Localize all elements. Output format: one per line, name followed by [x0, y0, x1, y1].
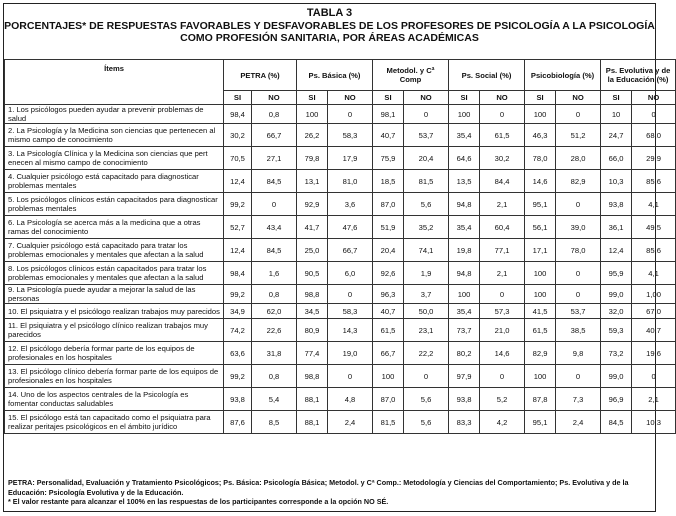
si-value: 100 [373, 365, 404, 388]
no-value: 53,7 [556, 304, 601, 319]
si-value: 80,2 [449, 342, 480, 365]
si-value: 75,9 [373, 147, 404, 170]
no-value: 66,7 [252, 124, 297, 147]
si-value: 52,7 [224, 216, 252, 239]
area-header: PETRA (%) [224, 60, 297, 91]
no-value: 1,6 [252, 262, 297, 285]
table-row [5, 105, 676, 124]
si-value: 24,7 [601, 124, 632, 147]
no-value: 0 [556, 285, 601, 304]
no-value: 20,4 [404, 147, 449, 170]
no-value: 5,6 [404, 388, 449, 411]
si-value: 79,8 [297, 147, 328, 170]
no-value: 7,3 [556, 388, 601, 411]
no-column-header: NO [556, 91, 601, 105]
no-value: 0,8 [252, 285, 297, 304]
si-value: 92,9 [297, 193, 328, 216]
no-value: 0 [556, 105, 601, 124]
si-value: 100 [525, 285, 556, 304]
abbreviations-note: PETRA: Personalidad, Evaluación y Tratamiento Psicológicos; Ps. Básica: Psicología Básica; Metodol. y Cª Comp.: Metodología y Ciencias del Comportamiento; Ps. Evolutiva y de la Educación: Psicología Evolutiva y de la Educación. [8, 478, 629, 497]
no-value: 14,6 [480, 342, 525, 365]
si-value: 35,4 [449, 304, 480, 319]
no-value: 77,1 [480, 239, 525, 262]
no-value: 57,3 [480, 304, 525, 319]
si-value: 46,3 [525, 124, 556, 147]
no-value: 0 [404, 365, 449, 388]
no-value: 0 [328, 365, 373, 388]
si-value: 92,6 [373, 262, 404, 285]
table-row [5, 365, 676, 388]
si-value: 19,8 [449, 239, 480, 262]
no-value: 0 [480, 285, 525, 304]
no-value: 0 [252, 193, 297, 216]
si-value: 34,5 [297, 304, 328, 319]
si-value: 35,4 [449, 216, 480, 239]
no-value: 5,6 [404, 411, 449, 434]
no-value: 40,7 [632, 319, 676, 342]
si-value: 88,1 [297, 411, 328, 434]
si-value: 83,3 [449, 411, 480, 434]
si-value: 87,6 [224, 411, 252, 434]
no-value: 58,3 [328, 124, 373, 147]
area-header: Metodol. y Cª Comp [373, 60, 449, 91]
si-value: 96,9 [601, 388, 632, 411]
si-value: 95,1 [525, 411, 556, 434]
si-value: 20,4 [373, 239, 404, 262]
table-row [5, 411, 676, 434]
no-value: 67,0 [632, 304, 676, 319]
no-value: 2,1 [480, 262, 525, 285]
si-value: 93,8 [224, 388, 252, 411]
si-value: 10,3 [601, 170, 632, 193]
no-value: 0 [632, 365, 676, 388]
si-value: 36,1 [601, 216, 632, 239]
no-value: 0 [556, 193, 601, 216]
no-value: 4,1 [632, 193, 676, 216]
si-value: 94,8 [449, 262, 480, 285]
item-text: 13. El psicólogo clínico debería formar parte de los equipos de profesionales en los hospitales [5, 365, 224, 388]
si-value: 41,5 [525, 304, 556, 319]
no-value: 0 [632, 105, 676, 124]
si-value: 84,5 [601, 411, 632, 434]
si-value: 98,4 [224, 262, 252, 285]
si-value: 61,5 [525, 319, 556, 342]
table-row [5, 124, 676, 147]
si-value: 59,3 [601, 319, 632, 342]
table-row [5, 239, 676, 262]
asterisk-note: * El valor restante para alcanzar el 100% en las respuestas de los participantes corresponde a la opción NO SÉ. [8, 497, 389, 506]
no-value: 74,1 [404, 239, 449, 262]
area-header: Ps. Evolutiva y de la Educación (%) [601, 60, 676, 91]
no-value: 0 [404, 105, 449, 124]
no-value: 47,6 [328, 216, 373, 239]
si-value: 13,5 [449, 170, 480, 193]
si-value: 13,1 [297, 170, 328, 193]
no-value: 3,6 [328, 193, 373, 216]
si-column-header: SI [373, 91, 404, 105]
no-value: 84,4 [480, 170, 525, 193]
no-value: 0 [480, 105, 525, 124]
no-value: 82,9 [556, 170, 601, 193]
si-value: 93,8 [449, 388, 480, 411]
no-value: 62,0 [252, 304, 297, 319]
si-value: 90,5 [297, 262, 328, 285]
table-number: TABLA 3 [306, 7, 353, 19]
item-text: 8. Los psicólogos clínicos están capacitados para tratar los problemas emocionales y mentales que afectan a la salud [5, 262, 224, 285]
area-header: Psicobiología (%) [525, 60, 601, 91]
si-value: 40,7 [373, 124, 404, 147]
si-value: 88,1 [297, 388, 328, 411]
item-text: 7. Cualquier psicólogo está capacitado para tratar los problemas emocionales y mentales que afectan a la salud [5, 239, 224, 262]
footnote [8, 478, 651, 507]
si-value: 66,0 [601, 147, 632, 170]
si-value: 99,2 [224, 193, 252, 216]
si-value: 18,5 [373, 170, 404, 193]
no-value: 85,6 [632, 239, 676, 262]
si-value: 25,0 [297, 239, 328, 262]
si-column-header: SI [224, 91, 252, 105]
si-value: 12,4 [224, 239, 252, 262]
no-value: 23,1 [404, 319, 449, 342]
si-value: 34,9 [224, 304, 252, 319]
si-value: 17,1 [525, 239, 556, 262]
table-row [5, 342, 676, 365]
si-value: 26,2 [297, 124, 328, 147]
no-value: 0 [480, 365, 525, 388]
no-value: 81,5 [404, 170, 449, 193]
area-header: Ps. Básica (%) [297, 60, 373, 91]
table-frame [3, 3, 671, 512]
no-value: 84,5 [252, 239, 297, 262]
no-value: 19,6 [632, 342, 676, 365]
table-row [5, 216, 676, 239]
table-row [5, 304, 676, 319]
si-value: 51,9 [373, 216, 404, 239]
si-value: 61,5 [373, 319, 404, 342]
no-value: 35,2 [404, 216, 449, 239]
table-title [4, 4, 655, 45]
si-value: 100 [525, 262, 556, 285]
si-value: 10 [601, 105, 632, 124]
si-value: 30,2 [224, 124, 252, 147]
no-column-header: NO [480, 91, 525, 105]
no-value: 19,0 [328, 342, 373, 365]
si-column-header: SI [525, 91, 556, 105]
no-value: 30,2 [480, 147, 525, 170]
table-row [5, 262, 676, 285]
si-value: 87,8 [525, 388, 556, 411]
si-value: 12,4 [224, 170, 252, 193]
no-value: 14,3 [328, 319, 373, 342]
table-row [5, 193, 676, 216]
no-value: 22,6 [252, 319, 297, 342]
si-value: 98,8 [297, 365, 328, 388]
si-value: 73,2 [601, 342, 632, 365]
item-text: 15. El psicólogo está tan capacitado como el psiquiatra para realizar peritajes psicológicos en el ámbito jurídico [5, 411, 224, 434]
no-value: 1,00 [632, 285, 676, 304]
si-value: 95,9 [601, 262, 632, 285]
no-value: 50,0 [404, 304, 449, 319]
no-value: 2,4 [328, 411, 373, 434]
table-title-line-2: COMO PROFESIÓN SANITARIA, POR ÁREAS ACADÉMICAS [180, 32, 479, 44]
no-value: 61,5 [480, 124, 525, 147]
item-text: 5. Los psicólogos clínicos están capacitados para diagnosticar problemas mentales [5, 193, 224, 216]
no-value: 66,7 [328, 239, 373, 262]
si-value: 99,0 [601, 285, 632, 304]
item-text: 1. Los psicólogos pueden ayudar a prevenir problemas de salud [5, 105, 224, 124]
si-value: 35,4 [449, 124, 480, 147]
item-text: 10. El psiquiatra y el psicólogo realizan trabajos muy parecidos [5, 304, 224, 319]
table-title-line-1: PORCENTAJES* DE RESPUESTAS FAVORABLES Y DESFAVORABLES DE LOS PROFESORES DE PSICOLOGÍA A LA PSICOLOGÍA [4, 19, 655, 32]
table-row [5, 319, 676, 342]
si-value: 32,0 [601, 304, 632, 319]
no-value: 28,0 [556, 147, 601, 170]
no-value: 60,4 [480, 216, 525, 239]
si-column-header: SI [601, 91, 632, 105]
no-column-header: NO [252, 91, 297, 105]
item-text: 12. El psicólogo debería formar parte de los equipos de profesionales en los hospitales [5, 342, 224, 365]
item-text: 3. La Psicología Clínica y la Medicina son ciencias que pert enecen al mismo campo de conocimiento [5, 147, 224, 170]
no-value: 0 [328, 105, 373, 124]
si-value: 87,0 [373, 388, 404, 411]
si-value: 98,8 [297, 285, 328, 304]
item-text: 14. Uno de los aspectos centrales de la Psicología es fomentar conductas saludables [5, 388, 224, 411]
no-value: 4,8 [328, 388, 373, 411]
no-value: 85,6 [632, 170, 676, 193]
results-table [4, 59, 676, 434]
no-value: 5,6 [404, 193, 449, 216]
si-value: 66,7 [373, 342, 404, 365]
si-value: 77,4 [297, 342, 328, 365]
no-value: 5,2 [480, 388, 525, 411]
no-value: 1,9 [404, 262, 449, 285]
no-value: 0 [556, 365, 601, 388]
no-value: 81,0 [328, 170, 373, 193]
si-value: 80,9 [297, 319, 328, 342]
si-value: 100 [449, 105, 480, 124]
si-value: 100 [525, 105, 556, 124]
no-value: 2,1 [480, 193, 525, 216]
si-value: 99,2 [224, 285, 252, 304]
si-value: 94,8 [449, 193, 480, 216]
no-value: 0,8 [252, 365, 297, 388]
si-value: 82,9 [525, 342, 556, 365]
no-value: 0 [556, 262, 601, 285]
si-value: 56,1 [525, 216, 556, 239]
no-value: 58,3 [328, 304, 373, 319]
si-value: 99,0 [601, 365, 632, 388]
no-value: 53,7 [404, 124, 449, 147]
si-value: 87,0 [373, 193, 404, 216]
si-value: 96,3 [373, 285, 404, 304]
table-row [5, 285, 676, 304]
si-value: 100 [525, 365, 556, 388]
item-text: 6. La Psicología se acerca más a la medicina que a otras ramas del conocimiento [5, 216, 224, 239]
table-body [5, 105, 676, 434]
table-row [5, 170, 676, 193]
no-value: 31,8 [252, 342, 297, 365]
si-value: 14,6 [525, 170, 556, 193]
no-value: 4,2 [480, 411, 525, 434]
si-value: 74,2 [224, 319, 252, 342]
si-value: 78,0 [525, 147, 556, 170]
no-value: 5,4 [252, 388, 297, 411]
item-text: 9. La Psicología puede ayudar a mejorar la salud de las personas [5, 285, 224, 304]
items-header: Ítems [5, 60, 224, 105]
si-value: 81,5 [373, 411, 404, 434]
no-value: 0 [328, 285, 373, 304]
no-value: 2,1 [632, 388, 676, 411]
no-value: 4,1 [632, 262, 676, 285]
si-value: 70,5 [224, 147, 252, 170]
si-value: 63,6 [224, 342, 252, 365]
si-value: 97,9 [449, 365, 480, 388]
no-column-header: NO [404, 91, 449, 105]
no-value: 43,4 [252, 216, 297, 239]
no-value: 3,7 [404, 285, 449, 304]
si-value: 64,6 [449, 147, 480, 170]
no-value: 78,0 [556, 239, 601, 262]
no-value: 49,5 [632, 216, 676, 239]
no-value: 68,0 [632, 124, 676, 147]
si-value: 40,7 [373, 304, 404, 319]
si-value: 98,4 [224, 105, 252, 124]
no-value: 39,0 [556, 216, 601, 239]
si-column-header: SI [297, 91, 328, 105]
si-value: 41,7 [297, 216, 328, 239]
no-value: 9,8 [556, 342, 601, 365]
table-row [5, 147, 676, 170]
si-value: 100 [449, 285, 480, 304]
si-value: 99,2 [224, 365, 252, 388]
si-value: 12,4 [601, 239, 632, 262]
item-text: 2. La Psicología y la Medicina son ciencias que pertenecen al mismo campo de conocimiento [5, 124, 224, 147]
no-value: 0,8 [252, 105, 297, 124]
si-value: 98,1 [373, 105, 404, 124]
no-column-header: NO [632, 91, 676, 105]
no-column-header: NO [328, 91, 373, 105]
no-value: 8,5 [252, 411, 297, 434]
area-header: Ps. Social (%) [449, 60, 525, 91]
no-value: 21,0 [480, 319, 525, 342]
no-value: 17,9 [328, 147, 373, 170]
item-text: 4. Cualquier psicólogo está capacitado para diagnosticar problemas mentales [5, 170, 224, 193]
no-value: 22,2 [404, 342, 449, 365]
no-value: 6,0 [328, 262, 373, 285]
no-value: 29,9 [632, 147, 676, 170]
item-text: 11. El psiquiatra y el psicólogo clínico realizan trabajos muy parecidos [5, 319, 224, 342]
no-value: 51,2 [556, 124, 601, 147]
si-value: 93,8 [601, 193, 632, 216]
si-value: 95,1 [525, 193, 556, 216]
no-value: 2,4 [556, 411, 601, 434]
no-value: 27,1 [252, 147, 297, 170]
header-row [5, 60, 676, 91]
si-column-header: SI [449, 91, 480, 105]
no-value: 38,5 [556, 319, 601, 342]
si-value: 73,7 [449, 319, 480, 342]
no-value: 84,5 [252, 170, 297, 193]
si-value: 100 [297, 105, 328, 124]
table-row [5, 388, 676, 411]
no-value: 10,3 [632, 411, 676, 434]
